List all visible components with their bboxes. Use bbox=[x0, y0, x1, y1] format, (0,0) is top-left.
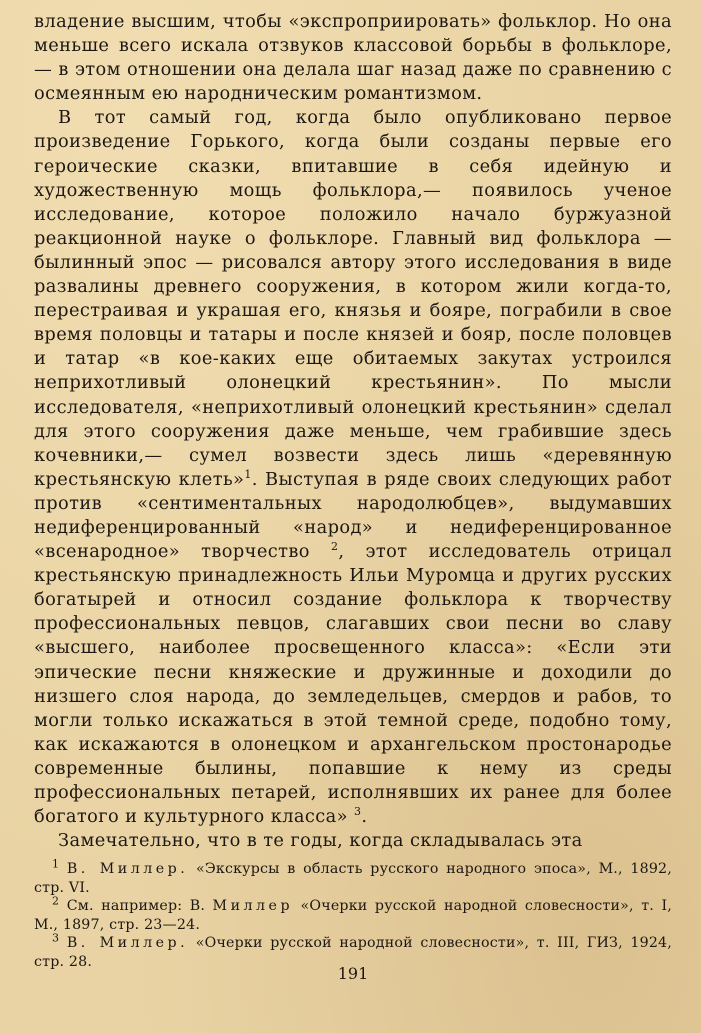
paragraph-text: . bbox=[361, 806, 368, 828]
footnote-1 bbox=[34, 857, 672, 897]
paragraph-continuation: владение высшим, чтобы «экспроприировать» фольклор. Но она меньше всего искала отзвуков классовой борьбы в фольклоре, — в этом отношении она делала шаг назад даже по сравнению с осмеянным ею народническим романтизмом. bbox=[34, 11, 672, 105]
paragraph-remarkable: Замечательно, что в те годы, когда складывалась эта bbox=[58, 830, 583, 852]
footnote-ref-1[interactable]: 1 bbox=[244, 467, 252, 481]
footnote-mark: 3 bbox=[52, 931, 60, 945]
footnote-author: В. Миллер. bbox=[66, 935, 189, 952]
page-number: 191 bbox=[337, 964, 369, 983]
book-page bbox=[34, 10, 672, 1025]
footnotes bbox=[34, 857, 672, 972]
footnote-author: Миллер bbox=[212, 898, 294, 915]
footnote-mark: 2 bbox=[52, 894, 60, 908]
footnote-text: «Экскурсы в область русского народного эпоса», М., 1892, стр. VI. bbox=[34, 861, 672, 896]
paragraph-text: , этот исследователь отрицал крестьянскую принадлежность Ильи Муромца и других русских богатырей и относил создание фольклора к творчеству профессиональных певцов, слагавших свои песни во славу «высшего, наиболее просвещенного класса»: «Если эти эпические песни княжеские и дружинные и доходили до низшего слоя народа, до земледельцев, смердов и рабов, то могли только искажаться в этой темной среде, подобно тому, как искажаются в олонецком и архангельском простонародье современные былины, попавшие к нему из среды профессиональных петарей, исполнявших их ранее для более богатого и культурного класса» bbox=[34, 541, 672, 828]
footnote-ref-3[interactable]: 3 bbox=[353, 805, 362, 819]
footnote-mark: 1 bbox=[52, 857, 60, 871]
paragraph-text: . Выступая в ряде своих следующих работ против «сентиментальных народолюбцев», выдумавших недиференцированный «народ» и недиференцированное «всенародное» творчество bbox=[34, 468, 672, 563]
paragraph-text: В тот самый год, когда было опубликовано первое произведение Горького, когда были созданы первые его героические сказки, впитавшие в себя идейную и художественную мощь фольклора,— появилось ученое исследование, которое положило начало буржуазной реакционной науке о фольклоре. Главный вид фольклора — былинный эпос — рисовался автору этого исследования в виде развалины древнего сооружения, в котором жили когда-то, перестраивая и украшая его, князья и бояре, пограбили в свое время половцы и татары и после князей и бояр, после половцев и татар «в кое-каких еще обитаемых закутах устроился неприхотливый олонецкий крестьянин». По мысли исследователя, «неприхотливый олонецкий крестьянин» сделал для этого сооружения даже меньше, чем грабившие здесь кочевники,— сумел возвести здесь лишь «деревянную крестьянскую клеть» bbox=[34, 107, 672, 490]
paragraph-gorky-year bbox=[34, 106, 672, 829]
footnote-text: «Очерки русской народной словесности», т. I, М., 1897, стр. 23—24. bbox=[34, 898, 672, 933]
footnote-2 bbox=[34, 894, 672, 934]
footnote-author: В. Миллер. bbox=[66, 861, 189, 877]
footnote-prefix: См. например: В. bbox=[66, 898, 206, 915]
main-text bbox=[34, 10, 672, 853]
footnote-ref-2[interactable]: 2 bbox=[330, 540, 339, 554]
footnote-text: «Очерки русской народной словесности», т. III, ГИЗ, 1924, стр. 28. bbox=[34, 935, 672, 970]
